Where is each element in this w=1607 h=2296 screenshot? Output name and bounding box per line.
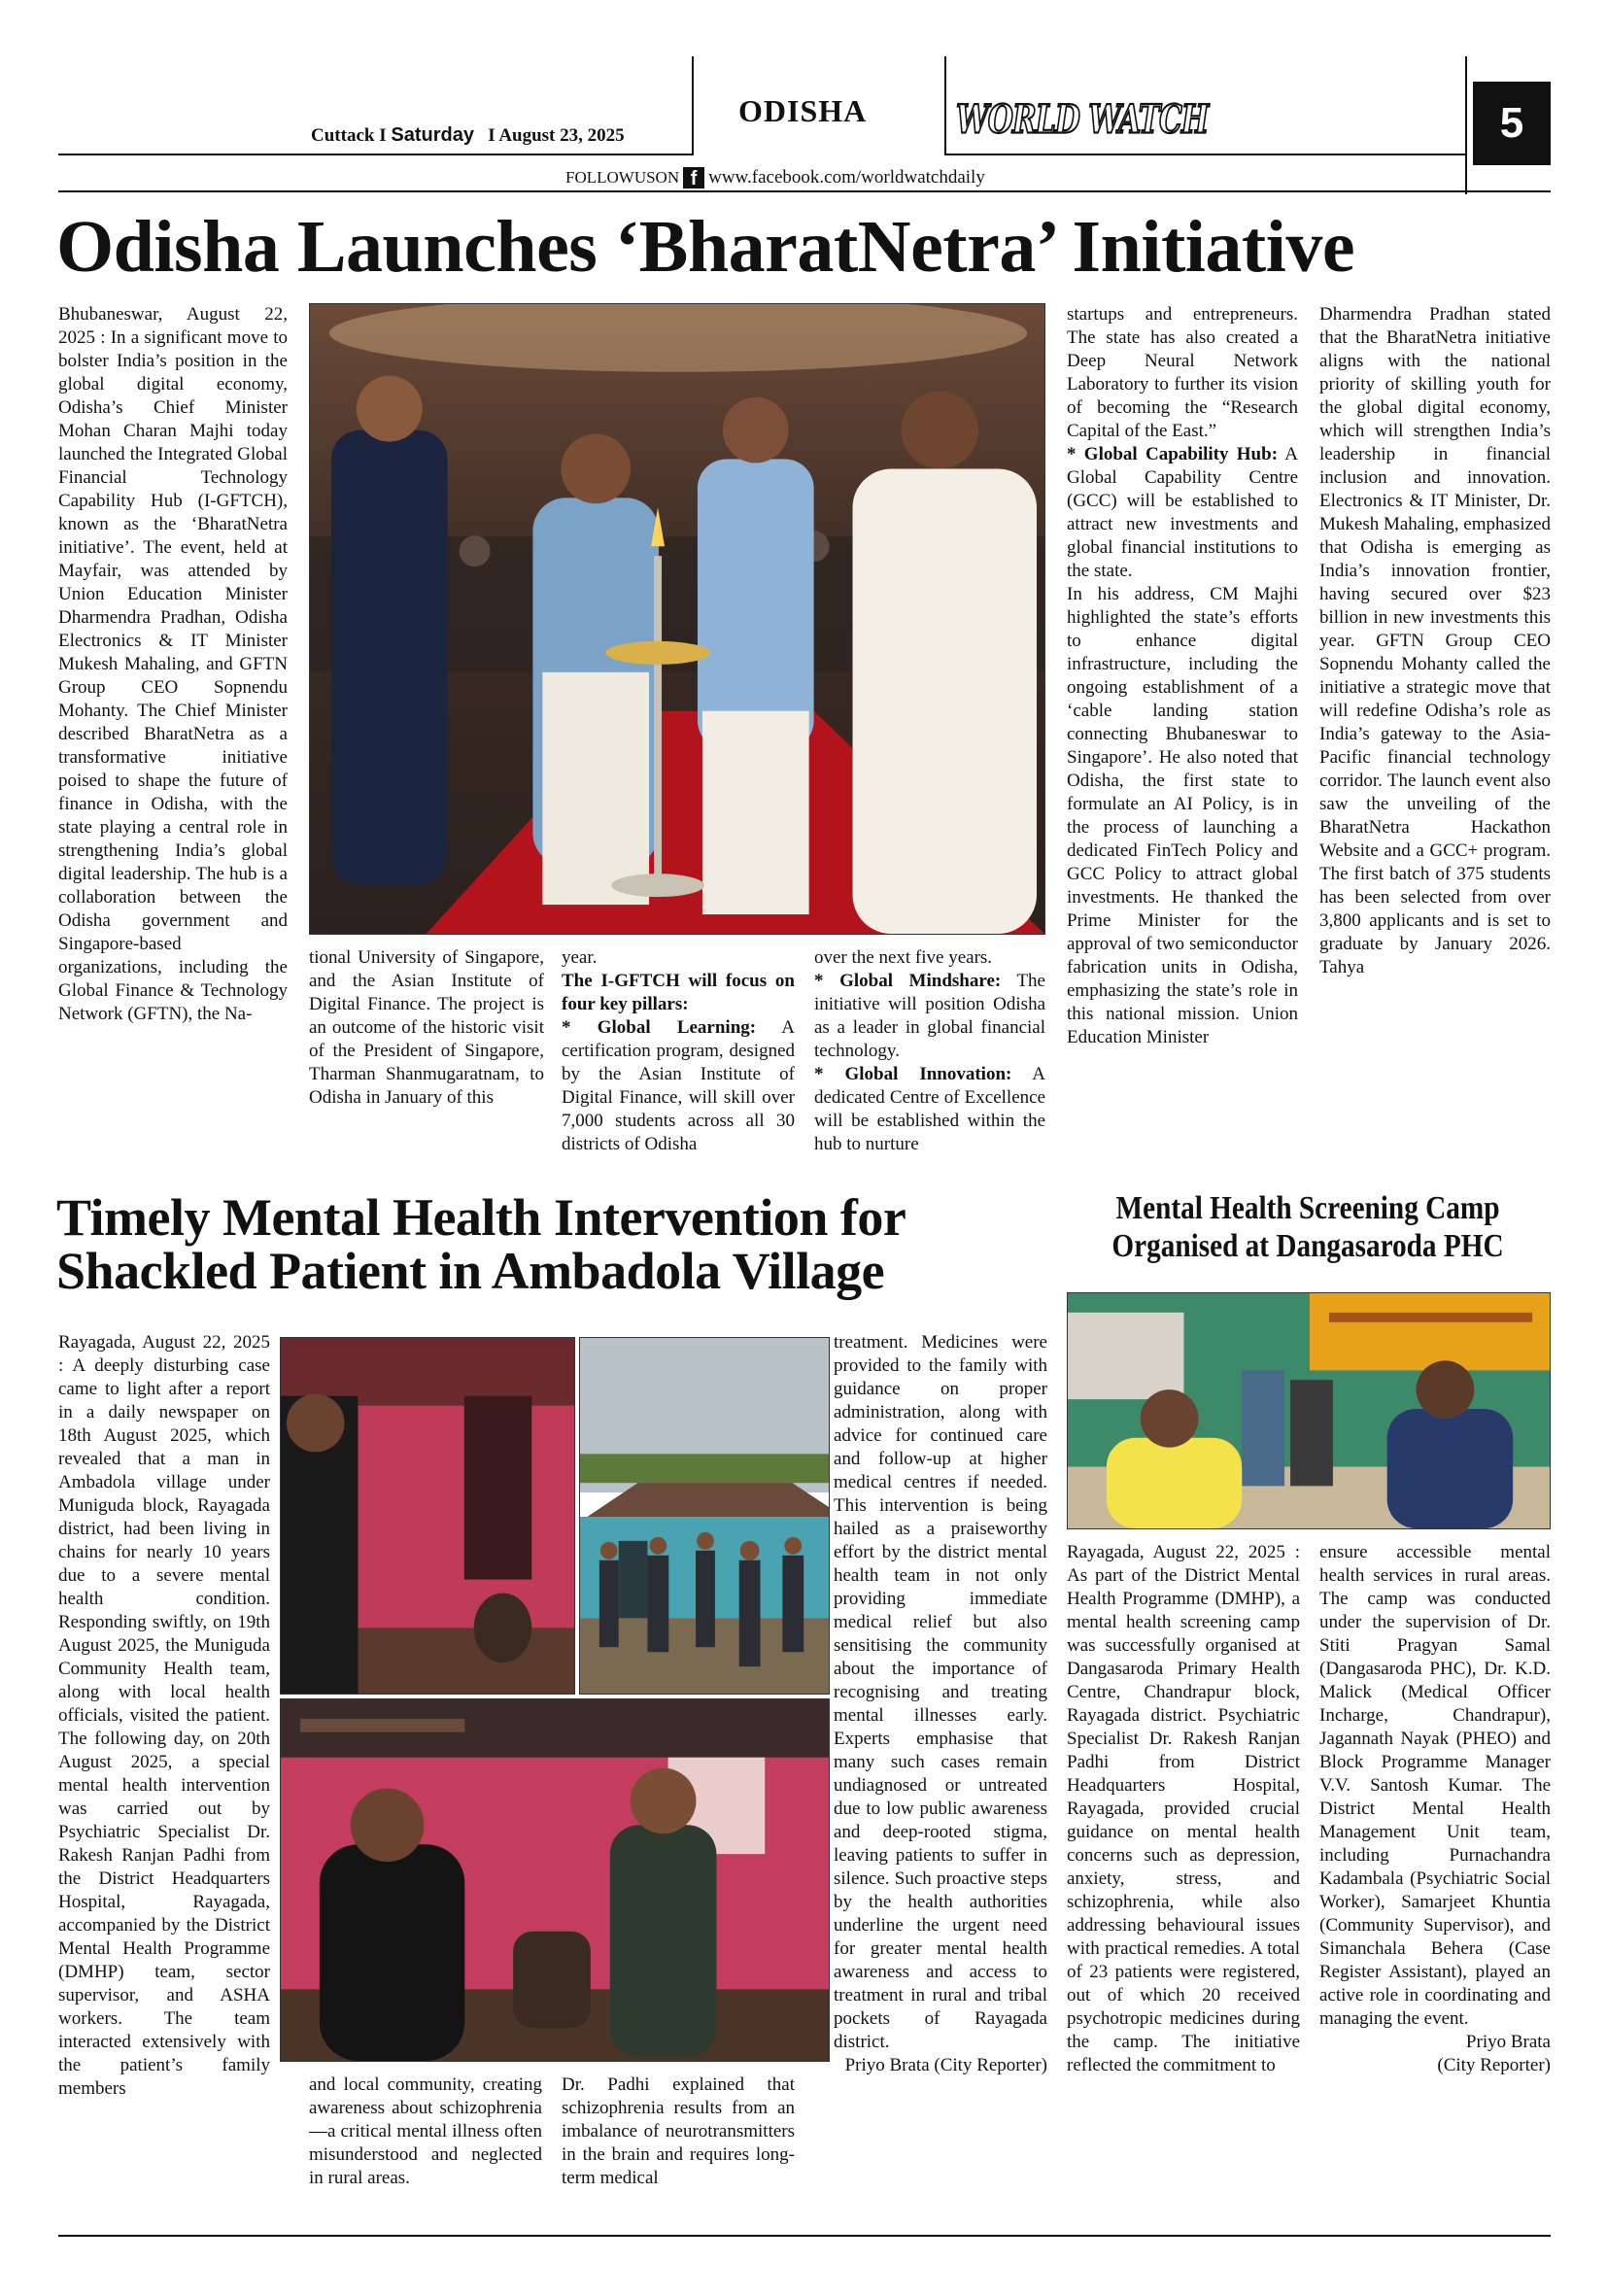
screening-camp-illustration xyxy=(1068,1293,1550,1528)
pillars-heading: The I-GFTCH will focus on four key pillars: xyxy=(562,971,795,1014)
masthead-rule-right xyxy=(944,154,1465,155)
doctor-with-patient-photo xyxy=(280,1698,830,2062)
lamp-lighting-illustration xyxy=(310,304,1044,934)
doctor-consultation-illustration xyxy=(281,1699,829,2061)
bharatnetra-launch-photo xyxy=(309,303,1045,935)
article1-headline: Odisha Launches ‘BharatNetra’ Initiative xyxy=(56,206,1355,288)
article1-column-2 xyxy=(309,946,544,1182)
article2-byline: Priyo Brata (City Reporter) xyxy=(844,2055,1047,2075)
article2-headline-line1: Timely Mental Health Intervention for xyxy=(56,1188,906,1247)
article1-column-1 xyxy=(58,303,288,1182)
masthead-rule-bottom xyxy=(58,190,1551,192)
article3-byline-name: Priyo Brata xyxy=(1465,2032,1551,2052)
village-outdoor-illustration xyxy=(580,1338,829,1694)
article3-headline-line2: Organised at Dangasaroda PHC xyxy=(1111,1228,1504,1265)
masthead-day: Saturday xyxy=(391,124,474,146)
dateline: Cuttack I Saturday I August 23, 2025 xyxy=(311,124,625,146)
shackled-patient-room-photo xyxy=(280,1337,575,1695)
pillar-global-learning: * Global Learning: A certification program, designed by the Asian Institute of Digital Finance, will skill over 7,000 students across all 30 districts of Odisha xyxy=(562,1017,795,1154)
facebook-icon: f xyxy=(683,167,704,188)
masthead-date: August 23, 2025 xyxy=(498,125,625,146)
masthead-divider-3 xyxy=(1465,56,1467,194)
article1-col3-intro: year. xyxy=(562,947,598,968)
follow-label: FOLLOWUSON xyxy=(565,168,680,187)
follow-us-bar xyxy=(565,167,985,188)
section-name: ODISHA xyxy=(738,93,868,128)
article2-column-4 xyxy=(834,1331,1047,2196)
article3-byline-role: (City Reporter) xyxy=(1437,2055,1551,2075)
masthead-city: Cuttack xyxy=(311,125,375,146)
pillar-global-innovation: * Global Innovation: A dedicated Centre of Excellence will be established within the hub to nurture xyxy=(814,1064,1045,1154)
article1-column-5 xyxy=(1067,303,1298,1182)
pillar-global-mindshare: * Global Mindshare: The initiative will position Odisha as a leader in global financial technology. xyxy=(814,971,1045,1061)
pillar-global-capability-hub: * Global Capability Hub: A Global Capability Centre (GCC) will be established to attract new investments and global financial institutions to the state. xyxy=(1067,444,1298,581)
article2-column-2 xyxy=(309,2073,542,2196)
article3-headline-line1: Mental Health Screening Camp xyxy=(1115,1190,1500,1226)
masthead-divider-1 xyxy=(692,56,694,155)
footer-rule xyxy=(58,2235,1551,2237)
article1-column-3 xyxy=(562,946,795,1182)
article1-col2-text: tional University of Singapore, and the Asian Institute of Digital Finance. The project is an outcome of the historic visit of the President of Singapore, Tharman Shanmugaratnam, to Odisha in January of this xyxy=(309,947,544,1108)
article2-column-3 xyxy=(562,2073,795,2196)
article1-col1-text: Bhubaneswar, August 22, 2025 : In a significant move to bolster India’s position in the global digital economy, Odisha’s Chief Minister Mohan Charan Majhi today launched the Integrated Global Financial Technology Capability Hub (I-GFTCH), known as the ‘BharatNetra initiative’. The event, held at Mayfair, was attended by Union Education Minister Dharmendra Pradhan, Odisha Electronics & IT Minister Mukesh Mahaling, and GFTN Group CEO Sopnendu Mohanty. The Chief Minister described BharatNetra as a transformative initiative poised to shape the future of finance in Odisha, with the state playing a central role in strengthening India’s global digital leadership. The hub is a collaboration between the Odisha government and Singapore-based organizations, including the Global Finance & Technology Network (GFTN), the Na- xyxy=(58,304,288,1024)
page-number: 5 xyxy=(1473,82,1551,165)
article3-headline xyxy=(1099,1189,1517,1265)
facebook-link[interactable]: www.facebook.com/worldwatchdaily xyxy=(708,167,985,188)
article3-col1-text: Rayagada, August 22, 2025 : As part of the District Mental Health Programme (DMHP), a mental health screening camp was successfully organised at Dangasaroda Primary Health Centre, Chandrapur block, Rayagada district. Psychiatric Specialist Dr. Rakesh Ranjan Padhi from District Headquarters Hospital, Rayagada, provided crucial guidance on mental health concerns such as depression, anxiety, stress, and schizophrenia, while also addressing behavioural issues with practical remedies. A total of 23 patients were registered, out of which 20 received psychotropic medicines during the camp. The initiative reflected the commitment to xyxy=(1067,1542,1300,2075)
article3-col2-text: ensure accessible mental health services in rural areas. The camp was conducted under the supervision of Dr. Stiti Pragyan Samal (Dangasaroda PHC), Dr. K.D. Malick (Medical Officer Incharge, Chandrapur), Jagannath Nayak (PHEO) and Block Programme Manager V.V. Santosh Kumar. The District Mental Health Management Unit team, including Purnachandra Kadambala (Psychiatric Social Worker), Samarjeet Khuntia (Community Supervisor), and Simanchala Behera (Case Register Assistant), played an active role in coordinating and managing the event. xyxy=(1319,1542,1551,2029)
article2-col2-text: and local community, creating awareness about schizophrenia—a critical mental illness often misunderstood and neglected in rural areas. xyxy=(309,2074,542,2188)
article1-col5-rest: In his address, CM Majhi highlighted the state’s efforts to enhance digital infrastructure, including the ongoing establishment of a ‘cable landing station connecting Bhubaneswar to Singapore’. He also noted that Odisha, the first state to formulate an AI Policy, is in the process of launching a dedicated FinTech Policy and GCC Policy to attract global investments. He thanked the Prime Minister for the approval of two semiconductor fabrication units in Odisha, emphasizing the state’s role in this national mission. Union Education Minister xyxy=(1067,584,1298,1047)
article2-headline xyxy=(56,1188,1067,1301)
masthead-divider-2 xyxy=(944,56,946,155)
article1-column-6 xyxy=(1319,303,1551,1182)
village-visit-photo xyxy=(579,1337,830,1695)
article2-col4-text: treatment. Medicines were provided to the family with guidance on proper administration, along with advice for continued care and follow-up at higher medical centres if needed. This intervention is being hailed as a praiseworthy effort by the district mental health team in not only providing immediate medical relief but also sensitising the community about the importance of recognising and treating mental illnesses early. Experts emphasise that many such cases remain undiagnosed or untreated due to low public awareness and deep-rooted stigma, leaving patients to suffer in silence. Such proactive steps by the health authorities underline the urgent need for greater mental health awareness and access to treatment in rural and tribal pockets of Rayagada district. xyxy=(834,1332,1047,2052)
article1-column-4 xyxy=(814,946,1045,1182)
article2-col3-text: Dr. Padhi explained that schizophrenia results from an imbalance of neurotransmitters in the brain and requires long-term medical xyxy=(562,2074,795,2188)
world-watch-logo: WORLD WATCH xyxy=(956,96,1209,144)
masthead-rule-left xyxy=(58,154,692,155)
pink-room-illustration xyxy=(281,1338,574,1694)
article2-column-1 xyxy=(58,1331,270,2196)
article3-column-2 xyxy=(1319,1541,1551,2202)
article2-col1-text: Rayagada, August 22, 2025 : A deeply disturbing case came to light after a report in a daily newspaper on 18th August 2025, which revealed that a man in Ambadola village under Muniguda block, Rayagada district, had been living in chains for nearly 10 years due to a severe mental health condition. Responding swiftly, on 19th August 2025, the Muniguda Community Health team, along with local health officials, visited the patient. The following day, on 20th August 2025, a special mental health intervention was carried out by Psychiatric Specialist Dr. Rakesh Ranjan Padhi from the District Headquarters Hospital, Rayagada, accompanied by the District Mental Health Programme (DMHP) team, sector supervisor, and ASHA workers. The team interacted extensively with the patient’s family members xyxy=(58,1332,270,2099)
article1-col4-intro: over the next five years. xyxy=(814,947,993,968)
article2-headline-line2: Shackled Patient in Ambadola Village xyxy=(56,1242,885,1301)
article1-col5-intro: startups and entrepreneurs. The state has also created a Deep Neural Network Laboratory to further its vision of becoming the “Research Capital of the East.” xyxy=(1067,304,1298,441)
article3-column-1 xyxy=(1067,1541,1300,2202)
article1-col6-text: Dharmendra Pradhan stated that the BharatNetra initiative aligns with the national priority of skilling youth for the global digital economy, which will strengthen India’s leadership in financial inclusion and innovation. Electronics & IT Minister, Dr. Mukesh Mahaling, emphasized that Odisha is emerging as India’s innovation frontier, having secured over $23 billion in new investments this year. GFTN Group CEO Sopnendu Mohanty called the initiative a strategic move that will redefine Odisha’s role as India’s gateway to the Asia-Pacific financial technology corridor. The launch event also saw the unveiling of the BharatNetra Hackathon Website and a GCC+ program. The first batch of 375 students has been selected from over 3,800 applicants and is set to graduate by January 2026. Tahya xyxy=(1319,304,1551,977)
screening-camp-photo xyxy=(1067,1292,1551,1529)
